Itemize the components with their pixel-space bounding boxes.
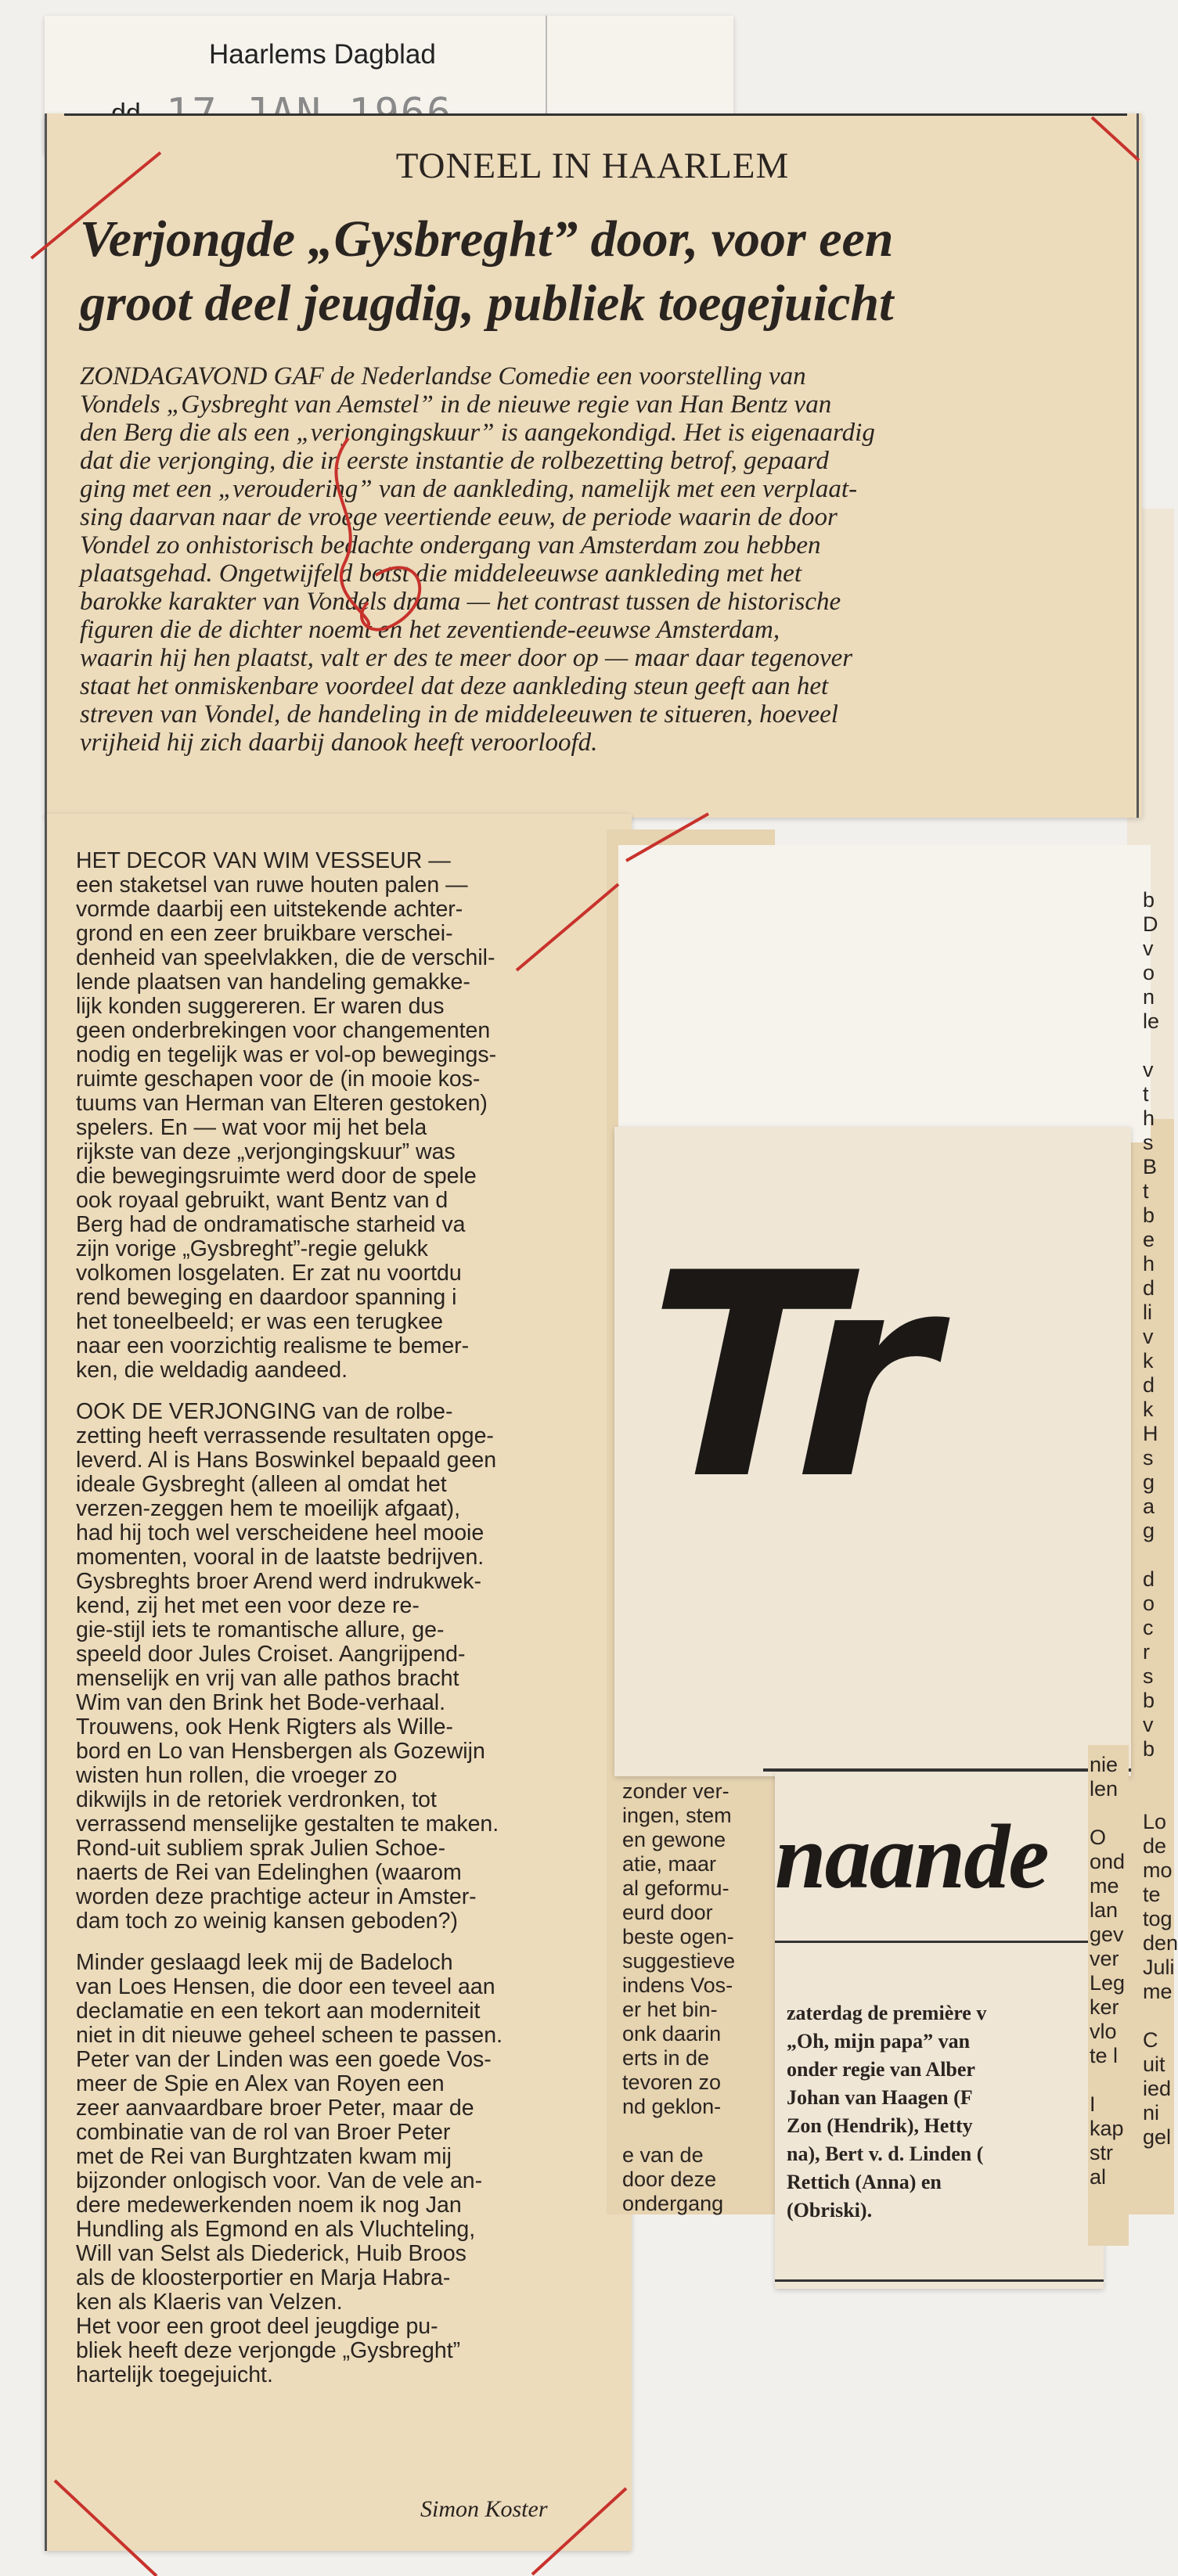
- column-line: kend, zij het met een voor deze re-: [76, 1593, 420, 1618]
- column-line: menselijk en vrij van alle pathos bracht: [76, 1666, 459, 1691]
- fragment-line: h: [1143, 1252, 1155, 1275]
- fragment-line: lan: [1090, 1898, 1119, 1922]
- fragment-line: door deze: [622, 2168, 717, 2191]
- column-line: ideale Gysbreght (alleen al omdat het: [76, 1472, 447, 1497]
- fragment-line: onk daarin: [622, 2022, 722, 2045]
- fragment-line: ied: [1143, 2077, 1172, 2100]
- credits-line: zaterdag de première v: [787, 2002, 987, 2024]
- fragment-line: e: [1143, 1228, 1155, 1251]
- column-line: speeld door Jules Croiset. Aangrijpend-: [76, 1642, 466, 1667]
- fragment-line: v: [1143, 1713, 1154, 1736]
- fragment-line: al: [1090, 2165, 1107, 2189]
- fragment-line: al geformu-: [622, 1876, 729, 1900]
- column-line: HET DECOR VAN WIM VESSEUR —: [76, 848, 451, 873]
- fragment-line: tog: [1143, 1907, 1173, 1930]
- column-line: Gysbreghts broer Arend werd indrukwek-: [76, 1569, 481, 1594]
- column-line: als de kloosterportier en Marja Habra-: [76, 2265, 451, 2290]
- column-line: vormde daarbij een uitstekende achter-: [76, 897, 463, 922]
- fragment-line: len: [1090, 1777, 1119, 1801]
- fragment-line: te: [1143, 1883, 1161, 1906]
- fragment-line: r: [1143, 1640, 1150, 1664]
- fragment-line: I: [1090, 2092, 1096, 2116]
- column-line: het toneelbeeld; er was een terugkee: [76, 1309, 443, 1334]
- byline: Simon Koster: [420, 2496, 548, 2522]
- corner-mark: [517, 884, 618, 970]
- fragment-line: suggestieve: [622, 1949, 736, 1973]
- fragment-line: c: [1143, 1616, 1154, 1639]
- credits-line: „Oh, mijn papa” van: [787, 2030, 971, 2053]
- column-line: ruimte geschapen voor de (in mooie kos-: [76, 1067, 481, 1092]
- fragment-line: vlo: [1090, 2020, 1117, 2043]
- column-line: tuums van Herman van Elteren gestoken): [76, 1091, 488, 1116]
- column-line: ken als Klaeris van Velzen.: [76, 2290, 343, 2315]
- fragment-line: nie: [1090, 1753, 1119, 1776]
- credits-line: Zon (Hendrik), Hetty: [787, 2114, 973, 2137]
- column-line: rijkste van deze „verjongingskuur” was: [76, 1139, 456, 1164]
- credits-line: Johan van Haagen (F: [787, 2086, 973, 2109]
- column-line: naar een voorzichtig realisme te bemer-: [76, 1333, 470, 1358]
- column-line: zijn vorige „Gysbreght”-regie gelukk: [76, 1236, 428, 1261]
- column-line: spelers. En — wat voor mij het bela: [76, 1115, 427, 1140]
- fragment-line: a: [1143, 1495, 1155, 1518]
- column-line: meer de Spie en Alex van Royen een: [76, 2071, 445, 2096]
- lead-line: Vondels „Gysbreght van Aemstel” in de nieuwe regie van Han Bentz van: [80, 390, 832, 419]
- fragment-line: me: [1143, 1980, 1173, 2003]
- lead-line: ging met een „veroudering” van de aankleding, namelijk met een verplaat-: [80, 475, 858, 503]
- fragment-line: beste ogen-: [622, 1925, 734, 1948]
- column-line: een staketsel van ruwe houten palen —: [76, 872, 468, 898]
- column-line: leverd. Al is Hans Boswinkel bepaald geen: [76, 1448, 497, 1473]
- fragment-line: k: [1143, 1398, 1154, 1421]
- column-line: van Loes Hensen, die door een teveel aan: [76, 1974, 495, 1999]
- corner-mark: [1092, 117, 1139, 160]
- column-line: worden deze prachtige acteur in Amster-: [76, 1884, 477, 1909]
- column-line: nodig en tegelijk was er vol-op bewegings-: [76, 1042, 497, 1067]
- fragment-line: d: [1143, 1567, 1155, 1591]
- column-line: Peter van der Linden was een goede Vos-: [76, 2047, 492, 2072]
- column-line: Wim van den Brink het Bode-verhaal.: [76, 1690, 446, 1715]
- column-line: bord en Lo van Hensbergen als Gozewijn: [76, 1739, 485, 1764]
- column-line: zeer aanvaardbare broer Peter, maar de: [76, 2096, 474, 2121]
- lead-line: figuren die de dichter noemt en het zeventiende-eeuwse Amsterdam,: [80, 616, 780, 644]
- column-line: combinatie van de rol van Broer Peter: [76, 2120, 451, 2145]
- column-line: naerts de Rei van Edelinghen (waarom: [76, 1860, 462, 1885]
- fragment-line: nd geklon-: [622, 2095, 722, 2118]
- corner-mark: [55, 2481, 157, 2576]
- fragment-line: s: [1143, 1664, 1154, 1688]
- column-line: rend beweging en daardoor spanning i: [76, 1285, 457, 1310]
- fragment-line: le: [1143, 1009, 1160, 1033]
- fragment-line: ker: [1090, 1995, 1119, 2019]
- column-line: zetting heeft verrassende resultaten opge-: [76, 1423, 494, 1448]
- column-line: dere medewerkenden noem ik nog Jan: [76, 2193, 462, 2218]
- source-label: Haarlems Dagblad: [209, 39, 436, 70]
- fragment-line: k: [1143, 1349, 1154, 1373]
- lead-line: streven van Vondel, de handeling in de middeleeuwen te situeren, hoeveel: [80, 700, 838, 729]
- fragment-line: atie, maar: [622, 1852, 717, 1876]
- fragment-line: Juli: [1143, 1955, 1175, 1979]
- lead-line: vrijheid hij zich daarbij danook heeft veroorloofd.: [80, 729, 598, 757]
- fragment-line: den: [1143, 1931, 1178, 1955]
- fragment-line: b: [1143, 1203, 1155, 1227]
- column-line: bijzonder onlogisch voor. Van de vele an-: [76, 2168, 483, 2193]
- fragment-line: s: [1143, 1446, 1154, 1470]
- fragment-line: gel: [1143, 2125, 1172, 2149]
- lead-line: Vondel zo onhistorisch bedachte ondergang van Amsterdam zou hebben: [80, 531, 821, 559]
- fragment-line: er het bin-: [622, 1998, 718, 2021]
- fragment-line: g: [1143, 1470, 1155, 1494]
- fragment-line: s: [1143, 1131, 1154, 1154]
- corner-mark: [31, 153, 160, 258]
- fragment-line: v: [1143, 1058, 1154, 1081]
- column-line: hartelijk toegejuicht.: [76, 2362, 273, 2387]
- column-line: Minder geslaagd leek mij de Badeloch: [76, 1950, 453, 1975]
- lead-line: barokke karakter van Vondels drama — het contrast tussen de historische: [80, 588, 841, 616]
- column-line: momenten, vooral in de laatste bedrijven.: [76, 1545, 485, 1570]
- lead-line: dat die verjonging, die in eerste instantie de rolbezetting betrof, gepaard: [80, 447, 829, 475]
- column-line: verzen-zeggen hem te moeilijk afgaat),: [76, 1496, 461, 1521]
- credits-line: na), Bert v. d. Linden (: [787, 2142, 984, 2165]
- fragment-line: d: [1143, 1373, 1155, 1397]
- fragment-line: ingen, stem: [622, 1804, 732, 1827]
- fragment-line: d: [1143, 1276, 1155, 1300]
- column-line: grond en een zeer bruikbare verschei-: [76, 921, 453, 946]
- column-line: Hundling als Egmond en als Vluchteling,: [76, 2217, 476, 2242]
- fragment-line: ni: [1143, 2101, 1160, 2124]
- lead-line: waarin hij hen plaatst, valt er des te meer door op — maar daar tegenover: [80, 644, 853, 672]
- handwritten-mark: [336, 438, 420, 630]
- fragment-line: h: [1143, 1106, 1155, 1130]
- fragment-line: mo: [1143, 1858, 1173, 1882]
- column-line: met de Rei van Burghtzaten kwam mij: [76, 2144, 452, 2169]
- fragment-line: zonder ver-: [622, 1779, 729, 1803]
- fragment-line: e van de: [622, 2143, 704, 2167]
- fragment-line: str: [1090, 2141, 1113, 2164]
- fragment-line: Leg: [1090, 1971, 1126, 1995]
- fragment-line: en gewone: [622, 1828, 726, 1851]
- column-line: ook royaal gebruikt, want Bentz van d: [76, 1188, 449, 1213]
- lead-line: staat het onmiskenbare voordeel dat deze aankleding steun geeft aan het: [80, 672, 829, 700]
- fragment-line: B: [1143, 1155, 1158, 1178]
- column-line: Trouwens, ook Henk Rigters als Wille-: [76, 1714, 454, 1740]
- fragment-line: g: [1143, 1519, 1155, 1542]
- headline-line: groot deel jeugdig, publiek toegejuicht: [80, 275, 894, 332]
- column-line: Will van Selst als Diederick, Huib Broos: [76, 2241, 467, 2266]
- column-line: Rond-uit subliem sprak Julien Schoe-: [76, 1836, 446, 1861]
- fragment-line: b: [1143, 888, 1155, 912]
- fragment-line: ver: [1090, 1947, 1119, 1970]
- fragment-line: li: [1143, 1301, 1152, 1324]
- lead-line: ZONDAGAVOND GAF de Nederlandse Comedie een voorstelling van: [80, 362, 806, 390]
- column-line: had hij toch wel verscheidene heel mooie: [76, 1520, 485, 1545]
- fragment-line: de: [1143, 1834, 1167, 1858]
- credits-line: onder regie van Alber: [787, 2058, 975, 2081]
- fragment-line: b: [1143, 1689, 1155, 1712]
- column-line: Het voor een groot deel jeugdige pu-: [76, 2314, 438, 2339]
- column-line: wisten hun rollen, die vroeger zo: [76, 1763, 398, 1788]
- big-word: naande: [775, 1805, 1048, 1908]
- corner-mark: [532, 2488, 626, 2574]
- column-line: OOK DE VERJONGING van de rolbe-: [76, 1399, 453, 1424]
- fragment-line: b: [1143, 1737, 1155, 1761]
- fragment-line: me: [1090, 1874, 1119, 1898]
- fragment-line: tevoren zo: [622, 2071, 722, 2094]
- fragment-line: D: [1143, 912, 1158, 936]
- column-line: ken, die weldadig aandeed.: [76, 1358, 348, 1383]
- big-letters: Tr: [611, 1213, 966, 1541]
- column-line: volkomen losgelaten. Er zat nu voortdu: [76, 1261, 462, 1286]
- fragment-line: H: [1143, 1422, 1158, 1445]
- fragment-line: erts in de: [622, 2046, 710, 2070]
- column-line: dam toch zo weinig kansen geboden?): [76, 1909, 458, 1934]
- column-line: verrassend menselijke gestalten te maken.: [76, 1811, 499, 1837]
- column-line: niet in dit nieuwe geheel scheen te passen.: [76, 2023, 503, 2048]
- fragment-line: v: [1143, 1325, 1154, 1348]
- fragment-line: te l: [1090, 2044, 1119, 2067]
- fragment-line: indens Vos-: [622, 1973, 733, 1997]
- fragment-line: C: [1143, 2028, 1158, 2052]
- column-line: bliek heeft deze verjongde „Gysbreght”: [76, 2338, 461, 2363]
- fragment-line: o: [1143, 1592, 1155, 1615]
- fragment-line: t: [1143, 1179, 1149, 1203]
- corner-mark: [626, 814, 708, 861]
- fragment-line: v: [1143, 937, 1154, 960]
- lead-line: plaatsgehad. Ongetwijfeld botst die middeleeuwse aankleding met het: [80, 559, 802, 588]
- fragment-line: Lo: [1143, 1810, 1167, 1833]
- fragment-line: o: [1143, 961, 1155, 984]
- fragment-line: kap: [1090, 2117, 1124, 2140]
- fragment-line: O: [1090, 1826, 1107, 1849]
- fragment-line: t: [1143, 1082, 1149, 1106]
- column-line: lijk konden suggereren. Er waren dus: [76, 994, 445, 1019]
- credits-line: Rettich (Anna) en: [787, 2171, 942, 2193]
- headline-line: Verjongde „Gysbreght” door, voor een: [80, 210, 894, 268]
- credits-line: (Obriski).: [787, 2199, 873, 2222]
- column-line: geen onderbrekingen voor changementen: [76, 1018, 491, 1043]
- column-line: denheid van speelvlakken, die de verschil-: [76, 945, 495, 970]
- column-line: Berg had de ondramatische starheid va: [76, 1212, 466, 1237]
- lead-line: sing daarvan naar de vroege veertiende eeuw, de periode waarin de door: [80, 503, 838, 531]
- column-line: die bewegingsruimte werd door de spele: [76, 1164, 477, 1189]
- column-line: gie-stijl iets te romantische allure, ge-: [76, 1617, 445, 1642]
- fragment-line: eurd door: [622, 1901, 713, 1924]
- column-line: dikwijls in de retoriek verdronken, tot: [76, 1787, 437, 1812]
- fragment-line: gev: [1090, 1923, 1124, 1946]
- section-header: TONEEL IN HAARLEM: [395, 146, 790, 186]
- fragment-line: n: [1143, 985, 1155, 1009]
- lead-line: den Berg die als een „verjongingskuur” is aangekondigd. Het is eigenaardig: [80, 419, 875, 447]
- fragment-line: ond: [1090, 1850, 1126, 1873]
- fragment-line: uit: [1143, 2053, 1165, 2076]
- column-line: lende plaatsen van handeling gemakke-: [76, 970, 470, 995]
- column-line: declamatie en een tekort aan moderniteit: [76, 1999, 481, 2024]
- fragment-line: ondergang: [622, 2192, 724, 2215]
